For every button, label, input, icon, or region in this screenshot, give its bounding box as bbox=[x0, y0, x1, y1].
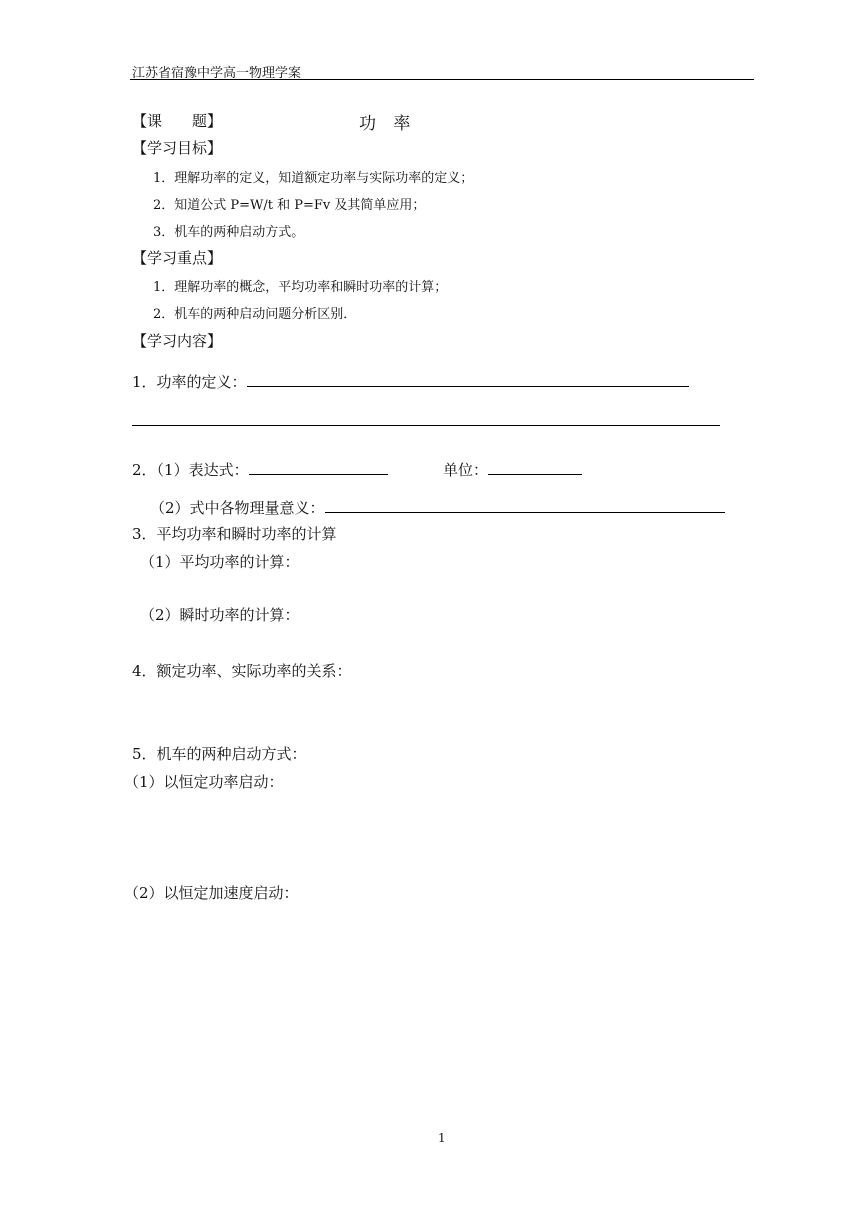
unit-blank[interactable] bbox=[488, 458, 582, 475]
question-4: 4．额定功率、实际功率的关系： bbox=[132, 662, 352, 680]
keypoint-item: 1．理解功率的概念，平均功率和瞬时功率的计算； bbox=[153, 280, 448, 295]
question-3b: （2）瞬时功率的计算： bbox=[140, 606, 300, 624]
question-3: 3．平均功率和瞬时功率的计算 bbox=[132, 525, 337, 543]
expression-blank[interactable] bbox=[249, 458, 388, 475]
unit-field bbox=[443, 458, 582, 480]
question-2a-text: 2．（1）表达式： bbox=[132, 461, 249, 479]
content-heading: 【学习内容】 bbox=[132, 332, 223, 350]
question-3a: （1）平均功率的计算： bbox=[140, 553, 300, 571]
topic-label: 【课 题】 bbox=[132, 112, 223, 130]
question-5b: （2）以恒定加速度启动： bbox=[124, 884, 299, 902]
objective-item: 2．知道公式 P=W/t 和 P=Fv 及其简单应用； bbox=[153, 198, 426, 213]
objective-item: 3．机车的两种启动方式。 bbox=[153, 225, 305, 240]
question-1 bbox=[132, 370, 689, 392]
objectives-heading: 【学习目标】 bbox=[132, 139, 223, 157]
question-1-text: 1．功率的定义： bbox=[132, 373, 247, 391]
page-number: 1 bbox=[438, 1131, 446, 1145]
meaning-blank[interactable] bbox=[325, 496, 725, 513]
question-5: 5．机车的两种启动方式： bbox=[132, 745, 307, 763]
question-2a bbox=[132, 458, 388, 480]
question-2b bbox=[150, 496, 725, 518]
question-2b-text: （2）式中各物理量意义： bbox=[150, 499, 325, 517]
unit-label: 单位： bbox=[443, 461, 489, 479]
question-5a: （1）以恒定功率启动： bbox=[124, 773, 284, 791]
page-header: 江苏省宿豫中学高一物理学案 bbox=[132, 66, 302, 81]
header-rule bbox=[130, 79, 754, 80]
keypoint-item: 2．机车的两种启动问题分析区别． bbox=[153, 307, 357, 322]
answer-line[interactable] bbox=[132, 425, 720, 426]
objective-item: 1．理解功率的定义，知道额定功率与实际功率的定义； bbox=[153, 171, 474, 186]
page-title: 功 率 bbox=[359, 114, 417, 134]
answer-blank[interactable] bbox=[247, 370, 689, 387]
keypoints-heading: 【学习重点】 bbox=[132, 249, 223, 267]
